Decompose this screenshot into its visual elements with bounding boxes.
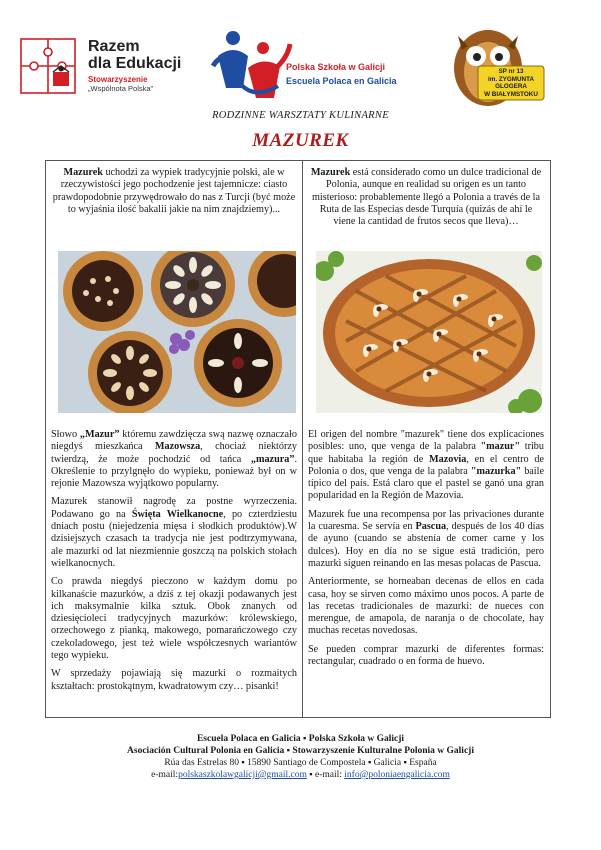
- intro-pl-bold: Mazurek: [63, 167, 103, 178]
- p2-pl-a: Mazurek stanowił nagrodę za postne wyrzeczenia. Podawano go na: [51, 496, 297, 520]
- paragraph-es-3: Anteriormente, se horneaban decenas de ellos en cada casa, hoy se sirven como máximo unos pocos. A parte de las recetas tradicionales de mazurki: de nueces con merengue, de amapola, de naranja o de chocolate, hay muchas recetas novedosas.: [308, 576, 544, 637]
- paragraph-pl-4: W sprzedaży pojawiają się mazurki o rozmaitych kształtach: prostokątnym, kwadratowym czy… pisanki!: [51, 668, 297, 692]
- p2-es-b: Pascua: [415, 521, 447, 533]
- razem-dla-edukacji-logo: [18, 36, 208, 106]
- p1-es-f: "mazurka": [470, 465, 522, 477]
- p1-pl-b: „Mazur”: [79, 429, 120, 440]
- p2-pl-b: Święta Wielkanocne: [131, 508, 224, 520]
- mazurek-oval-tart-photo: [316, 251, 542, 413]
- p2-es-c: , después de los 40 días de ayuno (cuando se abstenía de comer carne y los dulces). Hoy en día no se sigue está tradición, pero mazurki siguen reinando en las mesas polacas de Pascua.: [308, 521, 544, 569]
- column-divider: [302, 161, 303, 717]
- email-label-1: e-mail:: [151, 770, 179, 780]
- puzzle-icon: [18, 36, 78, 96]
- p1-pl-f: „mazura”: [250, 453, 295, 465]
- email-link-2[interactable]: info@poloniaengalicia.com: [344, 770, 450, 780]
- children-figures-icon: [208, 26, 293, 106]
- p1-pl-a: Słowo: [51, 429, 80, 440]
- sp-line3: GLOGERA: [495, 83, 527, 90]
- email-separator: ▪ e-mail:: [306, 770, 345, 780]
- bilingual-table: [45, 160, 551, 718]
- paragraph-es-1: [308, 429, 544, 503]
- razem-line3: Stowarzyszenie: [88, 75, 148, 84]
- sp-line2: im. ZYGMUNTA: [487, 75, 535, 83]
- body-pl: [51, 429, 297, 699]
- razem-line2: dla Edukacji: [88, 55, 182, 72]
- paragraph-pl-3: Co prawda niegdyś pieczono w każdym domu po kilkanaście mazurków, a dziś z tej okazji podawanych jest ich maksymalnie kilka sztuk. Obok znanych od dziesięcioleci tradycyjnych mazurków: królewskiego, orzechowego z pianką, makowego, pomarańczowego czy czekoladowego, jest też wiele współczesnych wariantów tego wypieku.: [51, 576, 297, 662]
- p1-pl-c: któremu zawdzięcza swą nazwę oznaczało niegdyś mieszkańca: [51, 429, 297, 453]
- p2-es-a: Mazurek fue una recompensa por las privaciones durante la cuaresma. Se servía en: [308, 508, 544, 533]
- p1-es-c: tribu que habitaba la región de: [308, 441, 544, 465]
- paragraph-pl-1: [51, 429, 297, 490]
- header: [0, 22, 601, 114]
- footer: [0, 733, 601, 781]
- intro-es: [308, 167, 544, 228]
- intro-es-text: está considerado como un dulce tradicional de Polonia, aunque en realidad su origen es un tanto misterioso: probablemente llegó a Polonia a través de la Ruta de las Especias desde Turquía (quizás de ahí le viene la cantidad de frutos secos que lleva)…: [311, 167, 542, 228]
- razem-line4: „Wspólnota Polska”: [88, 84, 154, 93]
- footer-line1: Escuela Polaca en Galicia ▪ Polska Szkoła w Galicji: [196, 734, 405, 744]
- paragraph-es-2: [308, 509, 544, 570]
- footer-line2: Asociación Cultural Polonia en Galicia ▪ Stowarzyszenie Kulturalne Polonia w Galicji: [127, 746, 474, 756]
- p1-es-e: , en el centro de Polonia o dos, que venga de la palabra: [308, 453, 544, 477]
- footer-address: Rúa das Estrelas 80 ▪ 15890 Santiago de Compostela ▪ Galicia ▪ España: [164, 758, 437, 768]
- footer-emails: [0, 769, 601, 781]
- p1-es-g: baile típico del país. Está claro que el pastel se ganó una gran popularidad en la Región de Mazovia.: [308, 465, 544, 502]
- intro-pl-text: uchodzi za wypiek tradycyjnie polski, ale w rzeczywistości jego pochodzenie jest tajemnicze: ciasto prawdopodobnie przywędrowało do nas z Turcji (być może to wyjaśnia ilość bakalii jakie na nim znajdziemy)...: [52, 167, 296, 215]
- p1-es-d: Mazovia: [429, 453, 467, 465]
- intro-es-bold: Mazurek: [310, 167, 351, 178]
- polska-szkola-logo: [208, 26, 433, 106]
- p1-es-a: El origen del nombre "mazurek" tiene dos explicaciones posibles: uno, que venga de la palabra: [308, 429, 544, 453]
- sp-line1: SP nr 13: [498, 68, 524, 75]
- p1-pl-e: , chociaż niektórzy twierdzą, że może pochodzić od tańca: [51, 441, 297, 465]
- paragraph-es-4: Se pueden comprar mazurki de diferentes formas: rectangular, cuadrado o en forma de huevo.: [308, 643, 544, 668]
- sp13-owl-logo: [440, 22, 550, 108]
- sp-line4: W BIAŁYMSTOKU: [484, 90, 538, 98]
- p1-pl-g: . Określenie to przylgnęło do wypieku, ponieważ był on w rejonie Mazowsza wyjątkowo popularny.: [51, 453, 297, 490]
- p1-es-b: "mazur": [480, 441, 521, 453]
- mazurek-tartlets-photo: [58, 251, 296, 413]
- intro-pl: [51, 167, 297, 216]
- szkola-name-es: Escuela Polaca en Galicia: [286, 76, 397, 86]
- page-title: MAZUREK: [252, 130, 349, 151]
- body-es: [308, 429, 544, 674]
- p2-pl-c: , po czterdziestu dniach postu (niejedzenia mięsa i słodkich produktów).W dzisiejszych czasach ta tradycja nie jest podtrzymywana, ale mazurki od lat niezmiennie goszczą na polskich stołach wielkanocnych.: [51, 508, 298, 569]
- szkola-name-pl: Polska Szkoła w Galicji: [286, 62, 386, 72]
- razem-line1: Razem: [88, 38, 140, 55]
- email-link-1[interactable]: polskaszkolawgalicji@gmail.com: [178, 770, 307, 780]
- p1-pl-d: Mazowsza: [154, 441, 201, 453]
- paragraph-pl-2: [51, 496, 297, 570]
- workshop-subtitle: RODZINNE WARSZTATY KULINARNE: [212, 110, 389, 121]
